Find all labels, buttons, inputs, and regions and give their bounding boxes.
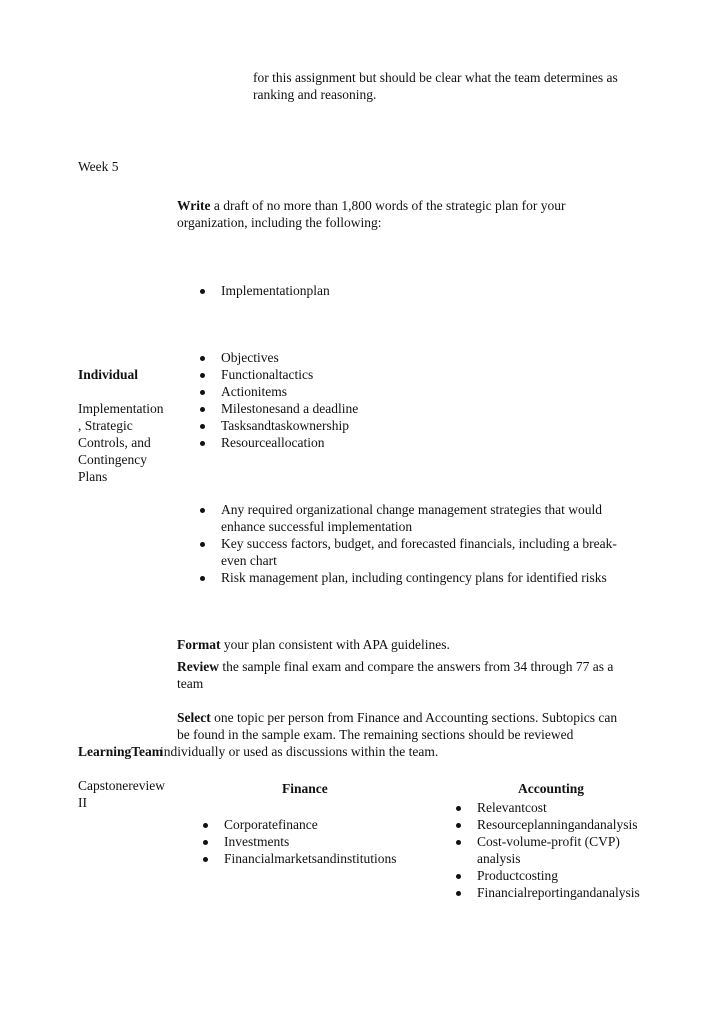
bullet-icon	[456, 874, 461, 879]
list-item: Key success factors, budget, and forecasted financials, including a break- even chart	[198, 535, 617, 569]
format-keyword: Format	[177, 637, 221, 652]
list-item: Investments	[201, 833, 396, 850]
review-instruction-line-2: team	[177, 676, 204, 691]
finance-list	[201, 816, 396, 867]
select-keyword: Select	[177, 710, 211, 725]
select-text: one topic per person from Finance and Accounting sections. Subtopics can	[210, 710, 618, 725]
select-instruction-line-3: individually or used as discussions within the team.	[160, 744, 439, 759]
list-item: Implementationplan	[198, 282, 330, 299]
capstone-label-line-2: II	[78, 795, 87, 810]
list-item: Resourceplanningandanalysis	[454, 816, 640, 833]
write-keyword: Write	[177, 198, 211, 213]
section-label-line: Contingency	[78, 452, 147, 467]
bullet-icon	[203, 840, 208, 845]
list-item: Financialmarketsandinstitutions	[201, 850, 396, 867]
write-instruction	[177, 197, 566, 214]
bullet-icon	[456, 823, 461, 828]
list-item: Financialreportingandanalysis	[454, 884, 640, 901]
change-list	[198, 501, 617, 586]
accounting-heading: Accounting	[518, 781, 585, 796]
bullet-icon	[203, 823, 208, 828]
learning-team-label: LearningTeam	[78, 744, 164, 759]
list-item: Actionitems	[198, 383, 358, 400]
bullet-icon	[200, 542, 205, 547]
objectives-list	[198, 349, 358, 451]
review-text: the sample final exam and compare the answers from 34 through 77 as a	[218, 659, 614, 674]
review-keyword: Review	[177, 659, 219, 674]
review-instruction	[177, 658, 613, 675]
accounting-list	[454, 799, 640, 901]
list-item: Any required organizational change management strategies that would enhance successful implementation	[198, 501, 617, 535]
list-item: Functionaltactics	[198, 366, 358, 383]
format-text: your plan consistent with APA guidelines.	[220, 637, 450, 652]
implementation-list	[198, 282, 330, 299]
individual-label: Individual	[78, 367, 139, 382]
bullet-icon	[456, 891, 461, 896]
list-item: Cost-volume-profit (CVP) analysis	[454, 833, 640, 867]
bullet-icon	[200, 508, 205, 513]
bullet-icon	[200, 441, 205, 446]
bullet-icon	[200, 373, 205, 378]
bullet-icon	[200, 289, 205, 294]
select-instruction-line-2: be found in the sample exam. The remaining sections should be reviewed	[177, 727, 574, 742]
bullet-icon	[203, 857, 208, 862]
bullet-icon	[456, 806, 461, 811]
bullet-icon	[200, 390, 205, 395]
list-item: Resourceallocation	[198, 434, 358, 451]
bullet-icon	[200, 407, 205, 412]
list-item: Tasksandtaskownership	[198, 417, 358, 434]
finance-heading: Finance	[282, 781, 328, 796]
section-label-line: Implementation	[78, 401, 164, 416]
intro-line-1: for this assignment but should be clear what the team determines as	[253, 70, 618, 85]
bullet-icon	[200, 356, 205, 361]
capstone-label-line-1: Capstonereview	[78, 778, 165, 793]
write-text: a draft of no more than 1,800 words of the strategic plan for your	[210, 198, 566, 213]
intro-line-2: ranking and reasoning.	[253, 87, 377, 102]
list-item: Productcosting	[454, 867, 640, 884]
section-label-line: Controls, and	[78, 435, 151, 450]
list-item: Objectives	[198, 349, 358, 366]
bullet-icon	[200, 576, 205, 581]
bullet-icon	[456, 840, 461, 845]
format-instruction	[177, 636, 450, 653]
select-instruction	[177, 709, 617, 726]
list-item: Corporatefinance	[201, 816, 396, 833]
section-label-line: , Strategic	[78, 418, 133, 433]
week-label: Week 5	[78, 159, 119, 174]
write-instruction-line-2: organization, including the following:	[177, 215, 382, 230]
list-item: Milestonesand a deadline	[198, 400, 358, 417]
list-item: Risk management plan, including contingency plans for identified risks	[198, 569, 617, 586]
bullet-icon	[200, 424, 205, 429]
section-label-line: Plans	[78, 469, 108, 484]
list-item: Relevantcost	[454, 799, 640, 816]
